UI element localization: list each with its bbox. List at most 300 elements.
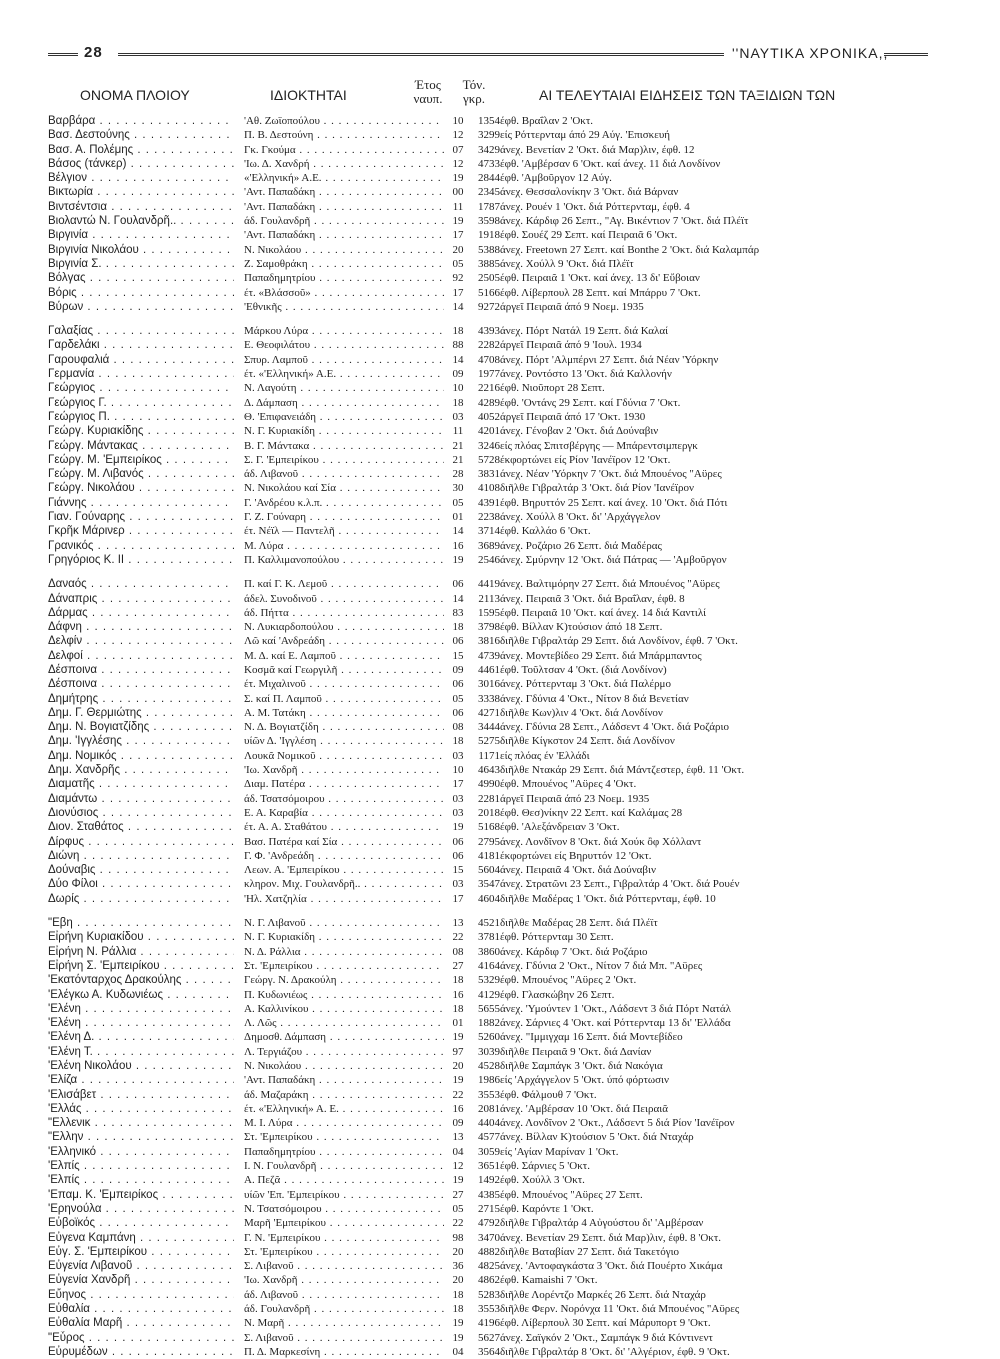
ship-owner: 'Αντ. Παπαδάκη . . . — [244, 185, 444, 199]
table-row — [48, 271, 928, 285]
ship-name: Γεώργιος Γ. . . . — [48, 396, 234, 410]
ship-name: Βικτωρία . . . — [48, 185, 234, 199]
ship-name: 'Ελληνικό . . . — [48, 1145, 234, 1159]
table-row — [48, 481, 928, 495]
gross-tonnage: 4825 — [478, 1260, 500, 1273]
table-row — [48, 1316, 928, 1330]
voyage-news: έφθ. Χούλλ 3 'Οκτ. — [500, 1174, 585, 1187]
ship-owner: Ν. Λυκιαρδοπούλου . . . — [244, 620, 444, 634]
table-row — [48, 1331, 928, 1345]
gross-tonnage: 4739 — [478, 649, 500, 662]
ship-owner: Ν. Νικολάου . . . — [244, 243, 444, 257]
ship-name: Γεώργιος Π. . . . — [48, 410, 234, 424]
gross-tonnage: 4708 — [478, 353, 500, 366]
voyage-news: άργεῖ Πειραιᾶ άπό 9 'Ιουλ. 1934 — [500, 339, 642, 352]
table-row — [48, 286, 928, 300]
ship-owner: Παπαδημητρίου . . . — [244, 271, 444, 285]
table-row — [48, 553, 928, 567]
gross-tonnage: 3547 — [478, 878, 500, 891]
table-row — [48, 1288, 928, 1302]
ship-owner: Π. Καλλιμανοπούλου . . . — [244, 553, 444, 567]
gross-tonnage: 5627 — [478, 1331, 500, 1344]
ship-name: Γεώργ. Κυριακίδης . . . — [48, 424, 234, 438]
ship-owner: Λ. Τεργιάζου . . . — [244, 1045, 444, 1059]
ship-name: Εἰρήνη Σ. 'Εμπειρίκου . . . — [48, 959, 234, 973]
ship-owner: Γ. 'Ανδρέου κ.λ.π. . . . — [244, 496, 444, 510]
year-built: 20 — [452, 1274, 464, 1287]
ship-owner: Μαρῆ 'Εμπειρίκου . . . — [244, 1216, 444, 1230]
year-built: 06 — [452, 635, 464, 648]
year-built: 19 — [452, 553, 464, 566]
ship-owner: 'Ηλ. Χατζηλία . . . — [244, 892, 444, 906]
year-built: 05 — [452, 692, 464, 705]
ship-name: Γαρουφαλιά . . . — [48, 353, 234, 367]
ship-name: Γαλαξίας . . . — [48, 324, 234, 338]
voyage-news: είς 'Αρχάγγελον 5 'Οκτ. ύπό φόρτωσιν — [500, 1074, 669, 1087]
year-built: 14 — [452, 300, 464, 313]
table-row — [48, 396, 928, 410]
ship-name: "Εβη . . . — [48, 916, 234, 930]
gross-tonnage: 1354 — [478, 115, 500, 127]
ship-owner: άδελ. Συνοδινοῦ . . . — [244, 592, 444, 606]
ship-name: Δάναπρις . . . — [48, 592, 234, 606]
year-built: 18 — [452, 1303, 464, 1316]
year-built: 18 — [452, 396, 464, 409]
ship-name: Δάρμας . . . — [48, 606, 234, 620]
ship-owner: Ν. Λαγούτη . . . — [244, 381, 444, 395]
gross-tonnage: 3429 — [478, 143, 500, 156]
year-built: 09 — [452, 1117, 464, 1130]
journal-title: ''ΝΑΥΤΙΚΑ ΧΡΟΝΙΚΑ,, — [732, 45, 889, 61]
voyage-news: έφθ. Πειραιᾶ 1 'Οκτ. καί άνεχ. 13 δι' Εὔβοιαν — [500, 272, 700, 285]
voyage-news: άνεχ. Πειραιᾶ 3 'Οκτ. διά Βραΐλαν, έφθ. 8 — [500, 592, 685, 605]
year-built: 12 — [452, 1160, 464, 1173]
gross-tonnage: 4604 — [478, 892, 500, 905]
ship-owner: Π. καί Γ. Κ. Λεμοῦ . . . — [244, 577, 444, 591]
voyage-news: διῆλθε Κίγκστον 24 Σεπτ. διά Λονδίνον — [500, 735, 675, 748]
ship-name: 'Ελένη Νικολάου . . . — [48, 1059, 234, 1073]
gross-tonnage: 1918 — [478, 229, 500, 242]
ship-owner: Στ. 'Εμπειρίκου . . . — [244, 1130, 444, 1144]
year-built: 06 — [452, 835, 464, 848]
ship-owner: Ν. Δ. Βογιατζίδη . . . — [244, 720, 444, 734]
voyage-news: άνεχ. Πόρτ Νατάλ 19 Σεπτ. διά Καλαί — [500, 325, 669, 338]
table-row — [48, 677, 928, 691]
table-row — [48, 524, 928, 538]
voyage-news: έφθ. Θεσ)νίκην 22 Σεπτ. καί Καλάμας 28 — [500, 806, 683, 819]
table-row — [48, 1116, 928, 1130]
table-row — [48, 720, 928, 734]
ship-owner: Γ. Ζ. Γούναρη . . . — [244, 510, 444, 524]
table-row — [48, 1102, 928, 1116]
gross-tonnage: 1977 — [478, 368, 500, 381]
ship-name: Δημ. Χανδρῆς . . . — [48, 763, 234, 777]
table-row — [48, 157, 928, 171]
table-row — [48, 439, 928, 453]
ship-name: Βύρων . . . — [48, 300, 234, 314]
year-built: 15 — [452, 649, 464, 662]
ship-name: Εἰρήνη Κυριακίδου . . . — [48, 930, 234, 944]
year-built: 05 — [452, 496, 464, 509]
year-built: 88 — [452, 339, 464, 352]
ship-name: Βασ. Δεστούνης . . . — [48, 128, 234, 142]
ship-name: 'Επαμ. Κ. 'Εμπειρίκος . . . — [48, 1188, 234, 1202]
voyage-news: άνεχ. Χούλλ 8 'Οκτ. δι' 'Αρχάγγελον — [500, 511, 661, 524]
ship-name: Γιάννης . . . — [48, 496, 234, 510]
year-built: 15 — [452, 864, 464, 877]
voyage-news: έφθ. Καρόντε 1 'Οκτ. — [500, 1202, 594, 1215]
voyage-news: άνεχ. Γδύνια 28 Σεπτ., Λάδσεντ 4 'Οκτ. διά Ροζάριο — [500, 721, 729, 734]
voyage-news: έφθ. Τοῦλτσαν 4 'Οκτ. (διά Λονδίνον) — [500, 663, 667, 676]
ship-name: Δημ. Νομικός . . . — [48, 749, 234, 763]
year-built: 13 — [452, 917, 464, 930]
voyage-news: έφθ. 'Αλεξάνδρειαν 3 'Οκτ. — [500, 821, 620, 834]
ship-owner: Γ. Φ. 'Ανδρεάδη . . . — [244, 849, 444, 863]
voyage-news: έφθ. Σουέζ 29 Σεπτ. καί Πειραιᾶ 6 'Οκτ. — [500, 229, 678, 242]
ship-name: Εἰρήνη Ν. Ράλλια . . . — [48, 945, 234, 959]
ship-owner: 'Αντ. Παπαδάκη . . . — [244, 1073, 444, 1087]
year-built: 18 — [452, 1002, 464, 1015]
ship-name: "Εὖρος . . . — [48, 1331, 234, 1345]
gross-tonnage: 5260 — [478, 1031, 500, 1044]
voyage-news: έφθ. Μπουένος "Αϋρες 27 Σεπτ. — [500, 1188, 643, 1201]
voyage-news: διῆλθε Κων)λιν 4 'Οκτ. διά Λονδίνον — [500, 706, 663, 719]
voyage-news: διῆλθε Μαδέρας 1 'Οκτ. διά Ρόττερνταμ, έφθ. 10 — [500, 892, 716, 905]
table-row — [48, 634, 928, 648]
voyage-news: άνεχ. Freetown 27 Σεπτ. καί Bonthe 2 'Οκτ. διά Καλαμπάρ — [500, 243, 760, 256]
gross-tonnage: 5166 — [478, 286, 500, 299]
ship-owner: Π. Κυδωνιέως . . . — [244, 988, 444, 1002]
year-built: 17 — [452, 229, 464, 242]
voyage-news: διῆλθε Λορέντζο Μαρκές 26 Σεπτ. διά Νταχάρ — [500, 1288, 706, 1301]
ship-owner: Στ. 'Εμπειρίκου . . . — [244, 959, 444, 973]
gross-tonnage: 4419 — [478, 578, 500, 591]
ship-owner: Μ. Λύρα . . . — [244, 539, 444, 553]
ship-owner: Ν. Γ. Κυριακίδη . . . — [244, 424, 444, 438]
table-row — [48, 945, 928, 959]
ship-name: "Ελλενικ . . . — [48, 1116, 234, 1130]
gross-tonnage: 2715 — [478, 1202, 500, 1215]
ship-owner: Βασ. Πατέρα καί Σία . . . — [244, 835, 444, 849]
column-header-latest-voyage-news: ΑΙ ΤΕΛΕΥΤΑΙΑΙ ΕΙΔΗΣΕΙΣ ΤΩΝ ΤΑΞΙΔΙΩΝ ΤΩΝ — [539, 87, 836, 103]
ship-name: Γεώργιος . . . — [48, 381, 234, 395]
year-built: 18 — [452, 1288, 464, 1301]
voyage-news: έφθ. Πειραιᾶ 10 'Οκτ. καί άνεχ. 14 διά Καντιλί — [500, 606, 707, 619]
gross-tonnage: 4385 — [478, 1188, 500, 1201]
voyage-news: έφθ. 'Αμβοῦργον 12 Αύγ. — [500, 172, 612, 185]
gross-tonnage: 4201 — [478, 425, 500, 438]
voyage-news: διῆλθε Σαμπάγκ 3 'Οκτ. διά Νακόγια — [500, 1060, 663, 1072]
ship-name: 'Ελένη Δ. . . . — [48, 1030, 234, 1044]
table-row — [48, 749, 928, 763]
table-row — [48, 1030, 928, 1044]
voyage-news: άνεχ. Θεσσαλονίκην 3 'Οκτ. διά Βάρναν — [500, 186, 679, 199]
voyage-news: έφθ. Kamaishi 7 'Οκτ. — [500, 1274, 598, 1287]
ship-owner: έτ. «'Ελληνική» Α.Ε. . . . — [244, 367, 444, 381]
table-row — [48, 185, 928, 199]
ship-owner: Παπαδημητρίου . . . — [244, 1145, 444, 1159]
year-built: 06 — [452, 849, 464, 862]
table-row — [48, 1059, 928, 1073]
year-built: 19 — [452, 1031, 464, 1044]
gross-tonnage: 2281 — [478, 792, 500, 805]
ship-name: "Ελλην . . . — [48, 1130, 234, 1144]
ship-name: Δημ. Ν. Βογιατζίδης . . . — [48, 720, 234, 734]
voyage-news: άνεχ. "Ιμμιγχαμ 16 Σεπτ. διά Μοντεβίδεο — [500, 1031, 683, 1044]
ship-owner: Μ. Ι. Λύρα . . . — [244, 1116, 444, 1130]
table-row — [48, 1273, 928, 1287]
gross-tonnage: 3860 — [478, 945, 500, 958]
column-header-year-built — [408, 78, 448, 106]
ship-owner: Α. Πεζᾶ . . . — [244, 1173, 444, 1187]
year-built: 17 — [452, 892, 464, 905]
ship-owner: Λουκᾶ Νομικοῦ . . . — [244, 749, 444, 763]
voyage-news: άνεχ. Βαλτιμόρην 27 Σεπτ. διά Μπουένος "Αϋρες — [500, 578, 720, 591]
ship-name: Γερμανία . . . — [48, 367, 234, 381]
gross-tonnage: 3016 — [478, 678, 500, 691]
ship-name: Βασ. Α. Πολέμης . . . — [48, 143, 234, 157]
column-header-gross-tons — [450, 78, 498, 106]
table-row — [48, 1130, 928, 1144]
voyage-news: άνεχ. 'Υμούντεν 1 'Οκτ., Λάδσεντ 3 διά Πόρτ Νατάλ — [500, 1002, 732, 1015]
ship-owner: Λεων. Α. 'Εμπειρίκου . . . — [244, 863, 444, 877]
year-built: 13 — [452, 1131, 464, 1144]
ship-name: Εὐθαλία Μαρῆ . . . — [48, 1316, 234, 1330]
ship-owner: Μάρκου Λύρα . . . — [244, 324, 444, 338]
table-row — [48, 324, 928, 338]
table-row — [48, 820, 928, 834]
gross-tonnage: 1492 — [478, 1174, 500, 1187]
ship-owner: Π. Δ. Μαρκεσίνη . . . — [244, 1345, 444, 1359]
voyage-news: έφθ. Βραΐλαν 2 'Οκτ. — [500, 115, 593, 127]
ship-name: 'Ελίζα . . . — [48, 1073, 234, 1087]
ship-owner: έτ. Α. Α. Σταθάτου . . . — [244, 820, 444, 834]
gross-tonnage: 4792 — [478, 1217, 500, 1230]
ship-name: 'Ελένη . . . — [48, 1016, 234, 1030]
gross-tonnage: 1882 — [478, 1017, 500, 1030]
header-rule-right — [884, 53, 928, 56]
gross-tonnage: 2282 — [478, 339, 500, 352]
ship-name: Γρανικός . . . — [48, 539, 234, 553]
ship-name: Εὔηνος . . . — [48, 1288, 234, 1302]
ship-name: Βάσος (τάνκερ) . . . — [48, 157, 234, 171]
table-row — [48, 1145, 928, 1159]
gross-tonnage: 4052 — [478, 410, 500, 423]
year-built: 12 — [452, 129, 464, 142]
gross-tonnage: 5728 — [478, 453, 500, 466]
gross-tonnage: 2113 — [478, 592, 500, 605]
voyage-news: άνεχ. Σαϊγκόν 2 'Οκτ., Σαμπάγκ 9 διά Κόντινεντ — [500, 1331, 713, 1344]
table-row — [48, 1045, 928, 1059]
table-row — [48, 959, 928, 973]
gross-tonnage: 1595 — [478, 606, 500, 619]
ship-name: Βιολαντώ Ν. Γουλανδρῆ.. . . . — [48, 214, 234, 228]
ship-owner: Σπυρ. Λαμποῦ . . . — [244, 353, 444, 367]
ship-name: Δελφίν . . . — [48, 634, 234, 648]
ship-name: Γρηγόριος Κ. ΙΙ . . . — [48, 553, 234, 567]
voyage-news: έφθ. Λίβερπουλ 30 Σεπτ. καί Μάρυπορτ 9 'Οκτ. — [500, 1317, 711, 1330]
voyage-news: άνεχ. Λονδῖνον 2 'Οκτ., Λάδσεντ 5 διά Ρίον 'Ιανέϊρον — [500, 1117, 735, 1130]
year-built: 83 — [452, 606, 464, 619]
ship-name: 'Ελλάς . . . — [48, 1102, 234, 1116]
gross-tonnage: 5283 — [478, 1288, 500, 1301]
table-row — [48, 835, 928, 849]
table-row — [48, 381, 928, 395]
ship-name: 'Ελισάβετ . . . — [48, 1088, 234, 1102]
ship-owner: άδ. Λιβανοῦ . . . — [244, 467, 444, 481]
voyage-news: διῆλθε Γιβραλτάρ 4 Αὐγούστου δι' 'Αμβέρσαν — [500, 1217, 704, 1230]
table-row — [48, 1002, 928, 1016]
table-row — [48, 763, 928, 777]
table-row — [48, 592, 928, 606]
year-built: 18 — [452, 974, 464, 987]
table-row — [48, 1259, 928, 1273]
gross-tonnage: 5168 — [478, 821, 500, 834]
gross-tonnage: 5329 — [478, 974, 500, 987]
gross-tonnage: 3885 — [478, 257, 500, 270]
ship-name: Βιργινία Νικολάου . . . — [48, 243, 234, 257]
gross-tonnage: 3714 — [478, 525, 500, 538]
gross-tonnage: 4196 — [478, 1317, 500, 1330]
voyage-news: διῆλθε Ντακάρ 29 Σεπτ. διά Μάντζεστερ, έφθ. 11 'Οκτ. — [500, 764, 745, 777]
ship-owner: 'Ιω. Χανδρῆ . . . — [244, 1273, 444, 1287]
ship-owner: 'Εθνικῆς . . . — [244, 300, 444, 314]
voyage-news: άνεχ. Στρατῶνι 23 Σεπτ., Γιβραλτάρ 4 'Οκτ. διά Ρουέν — [500, 878, 740, 891]
ship-owner: 'Αντ. Παπαδάκη . . . — [244, 200, 444, 214]
year-built: 14 — [452, 353, 464, 366]
ship-name: Εὐγ. Σ. 'Εμπειρίκου . . . — [48, 1245, 234, 1259]
gross-tonnage: 3299 — [478, 129, 500, 142]
table-row — [48, 1216, 928, 1230]
voyage-news: άνεχ. Πειραιᾶ 4 'Οκτ. διά Δούναβιν — [500, 864, 656, 877]
ship-owner: Διαμ. Πατέρα . . . — [244, 777, 444, 791]
gross-tonnage: 5388 — [478, 243, 500, 256]
table-row — [48, 1188, 928, 1202]
column-header-owners: ΙΔΙΟΚΤΗΤΑΙ — [270, 87, 347, 103]
year-built: 97 — [452, 1045, 464, 1058]
gross-tonnage: 1171 — [478, 749, 500, 762]
voyage-news: άνεχ. Κάρδιφ 26 Σεπτ., "Αγ. Βικέντιον 7 'Οκτ. διά Πλέϊτ — [500, 215, 749, 228]
ship-name: Βέλγιον . . . — [48, 171, 234, 185]
gross-tonnage: 2081 — [478, 1102, 500, 1115]
voyage-news: έφθ. Φάλμουθ 7 'Οκτ. — [500, 1088, 597, 1101]
table-row — [48, 143, 928, 157]
ship-name: Δημ. 'Ιγγλέσης . . . — [48, 734, 234, 748]
year-built: 19 — [452, 172, 464, 185]
year-built: 21 — [452, 439, 464, 452]
voyage-news: άνεχ. Λονδῖνον 8 'Οκτ. διά Χούκ ὂφ Χόλλαντ — [500, 835, 702, 848]
voyage-news: άνεχ. Γένοβαν 2 'Οκτ. διά Δούναβιν — [500, 425, 659, 438]
ship-name: Γεώργ. Μ. 'Εμπειρίκος . . . — [48, 453, 234, 467]
year-built: 05 — [452, 1202, 464, 1215]
year-built: 27 — [452, 959, 464, 972]
year-built: 10 — [452, 115, 464, 127]
table-row — [48, 892, 928, 906]
year-built: 21 — [452, 453, 464, 466]
table-row — [48, 1016, 928, 1030]
year-built: 11 — [452, 200, 464, 213]
ship-name: Εὐγενία Λιβανοῦ . . . — [48, 1259, 234, 1273]
table-row — [48, 792, 928, 806]
year-built: 18 — [452, 735, 464, 748]
gross-tonnage: 4521 — [478, 917, 500, 930]
year-built: 09 — [452, 663, 464, 676]
gross-tonnage: 4391 — [478, 496, 500, 509]
table-row — [48, 877, 928, 891]
gross-tonnage: 3598 — [478, 215, 500, 228]
table-row — [48, 353, 928, 367]
ship-owner: «'Ελληνική» Α.Ε. . . . — [244, 171, 444, 185]
ship-owner: Ν. Γ. Λιβανοῦ . . . — [244, 916, 444, 930]
gross-tonnage: 4461 — [478, 663, 500, 676]
voyage-news: έφθ. 'Οντάνς 29 Σεπτ. καί Γδύνια 7 'Οκτ. — [500, 396, 681, 409]
voyage-news: άνεχ. Βενετίαν 2 'Οκτ. διά Μαρ)λιν, έφθ. 12 — [500, 143, 695, 156]
gross-tonnage: 4404 — [478, 1117, 500, 1130]
voyage-news: άνεχ. Γδύνια 2 'Οκτ., Νίτον 7 διά Μπ. "Αϋρες — [500, 959, 703, 972]
gross-tonnage: 1986 — [478, 1074, 500, 1087]
ship-owner: κληρον. Μιχ. Γουλανδρῆ.. . . . — [244, 877, 444, 891]
voyage-news: άνεχ. Νέαν 'Υόρκην 7 'Οκτ. διά Μπουένος "Αϋρες — [500, 468, 722, 481]
gross-tonnage: 4108 — [478, 482, 500, 495]
ship-name: Βόρις . . . — [48, 286, 234, 300]
table-row — [48, 1073, 928, 1087]
table-row — [48, 1231, 928, 1245]
voyage-news: έκφορτώνει είς Ρίον 'Ιανέϊρον 12 'Οκτ. — [500, 453, 671, 466]
year-built: 05 — [452, 257, 464, 270]
ship-owner: Ι. Ν. Γουλανδρῆ . . . — [244, 1159, 444, 1173]
ship-name: Βιργινία . . . — [48, 228, 234, 242]
ship-owner: άδ. Γουλανδρῆ . . . — [244, 214, 444, 228]
ship-name: Διαμάντω . . . — [48, 792, 234, 806]
gross-tonnage: 5604 — [478, 864, 500, 877]
voyage-news: διῆλθε Βαταβίαν 27 Σεπτ. διά Τακετόγιο — [500, 1245, 680, 1258]
voyage-news: άνεχ. Σάρνιες 4 'Οκτ. καί Ρόττερνταμ 13 δι' 'Ελλάδα — [500, 1017, 731, 1030]
ship-owner: Γκ. Γκούμα . . . — [244, 143, 444, 157]
ship-owner: Στ. 'Εμπειρίκου . . . — [244, 1245, 444, 1259]
year-built: 09 — [452, 368, 464, 381]
ship-owner: άδ. Τσατσόμοιρου . . . — [244, 792, 444, 806]
voyage-news: έφθ. Λίβερπουλ 28 Σεπτ. καί Μπάρρυ 7 'Οκτ. — [500, 286, 701, 299]
voyage-news: άνεχ. Βίλλαν Κ)τούσιον 5 'Οκτ. διά Νταχάρ — [500, 1131, 694, 1144]
ship-name: Βιντσέντσια . . . — [48, 200, 234, 214]
gross-tonnage: 3444 — [478, 721, 500, 734]
gross-tonnage: 3470 — [478, 1231, 500, 1244]
voyage-news: άνεχ. Κάρδιφ 7 'Οκτ. διά Ροζάριο — [500, 945, 648, 958]
table-row — [48, 620, 928, 634]
table-row — [48, 338, 928, 352]
gross-tonnage: 2216 — [478, 382, 500, 395]
year-built: 22 — [452, 1217, 464, 1230]
table-row — [48, 849, 928, 863]
table-row — [48, 930, 928, 944]
ship-name: Διαματῆς . . . — [48, 777, 234, 791]
table-row — [48, 734, 928, 748]
ship-owner: Σ. Γ. 'Εμπειρίκου . . . — [244, 453, 444, 467]
voyage-news: έφθ. 'Αμβέρσαν 6 'Οκτ. καί άνεχ. 11 διά Λονδίνον — [500, 157, 721, 170]
ship-name: Βαρβάρα . . . — [48, 114, 234, 128]
gross-tonnage: 3039 — [478, 1045, 500, 1058]
ship-owner: Γεώργ. Ν. Δρακούλη . . . — [244, 973, 444, 987]
table-row — [48, 243, 928, 257]
voyage-news: άνεχ. Μοντεβίδεο 29 Σεπτ. διά Μπάρμπαντος — [500, 649, 702, 662]
table-row — [48, 1245, 928, 1259]
ship-name: 'Ελένη . . . — [48, 1002, 234, 1016]
gross-tonnage: 2844 — [478, 172, 500, 185]
voyage-news: έκφορτώνει είς Βηρυττόν 12 'Οκτ. — [500, 849, 652, 862]
year-built: 16 — [452, 1102, 464, 1115]
ship-name: Βιργινία Σ. . . . — [48, 257, 234, 271]
voyage-news: άργεῖ Πειραιᾶ άπό 23 Νοεμ. 1935 — [500, 792, 650, 805]
